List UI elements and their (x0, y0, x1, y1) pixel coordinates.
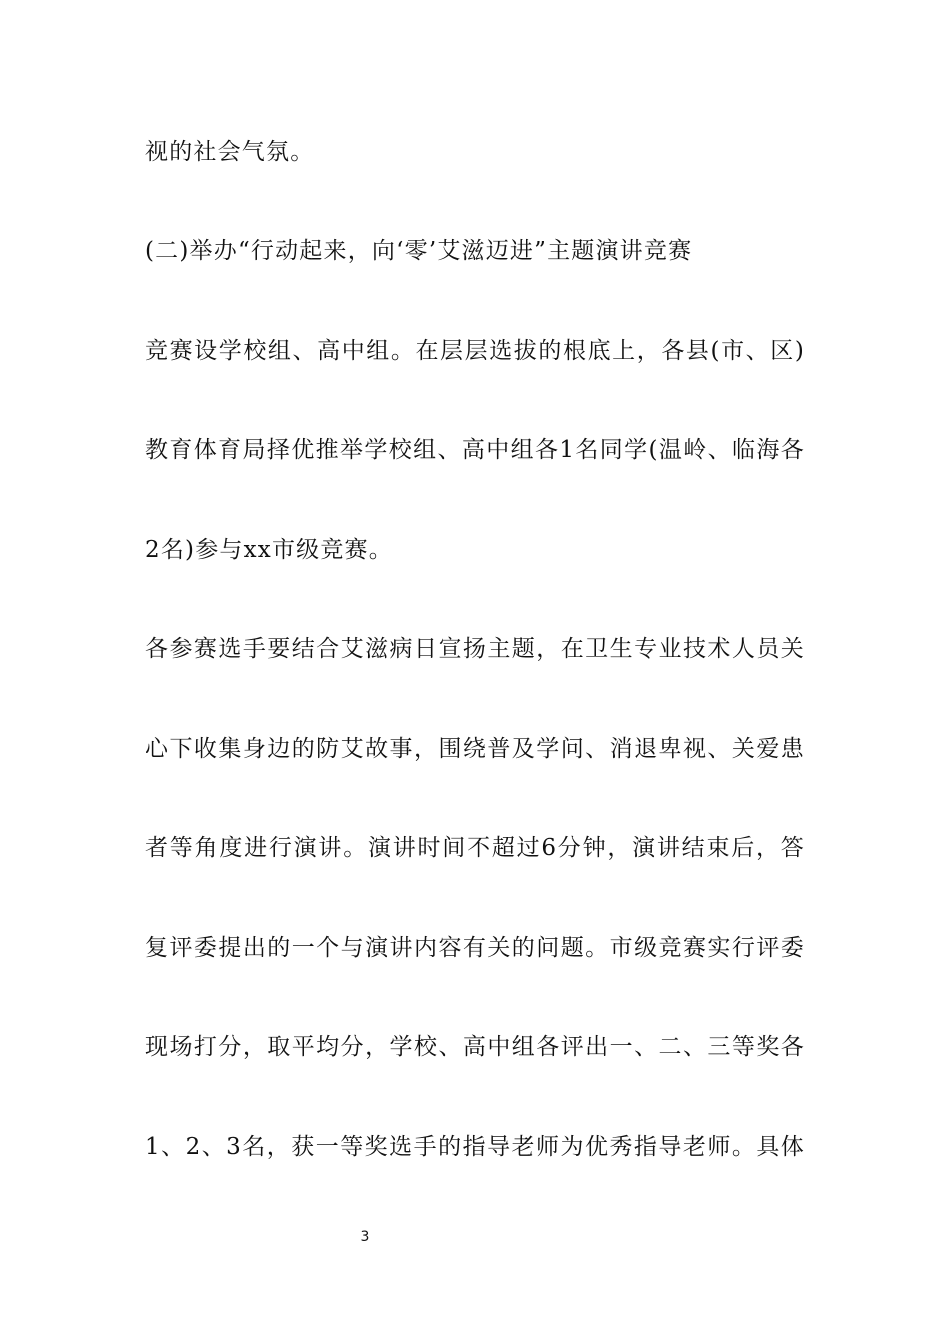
paragraph-line: 复评委提出的一个与演讲内容有关的问题。市级竞赛实行评委 (145, 935, 805, 961)
paragraph-line: 心下收集身边的防艾故事，围绕普及学问、消退卑视、关爱患 (145, 736, 805, 762)
paragraph-line: 1、2、3名，获一等奖选手的指导老师为优秀指导老师。具体 (145, 1134, 805, 1160)
section-heading: (二)举办“行动起来，向‘零’艾滋迈进”主题演讲竞赛 (145, 238, 693, 264)
paragraph-line: 现场打分，取平均分，学校、高中组各评出一、二、三等奖各 (145, 1034, 805, 1060)
paragraph-line: 各参赛选手要结合艾滋病日宣扬主题，在卫生专业技术人员关 (145, 636, 805, 662)
paragraph-line: 竞赛设学校组、高中组。在层层选拔的根底上，各县(市、区) (145, 338, 805, 364)
paragraph-line: 教育体育局择优推举学校组、高中组各1名同学(温岭、临海各 (145, 437, 805, 463)
paragraph-line: 视的社会气氛。 (145, 139, 315, 165)
paragraph-line: 2名)参与xx市级竞赛。 (145, 537, 393, 563)
paragraph-line: 者等角度进行演讲。演讲时间不超过6分钟，演讲结束后，答 (145, 835, 805, 861)
page-number: 3 (360, 1229, 370, 1245)
